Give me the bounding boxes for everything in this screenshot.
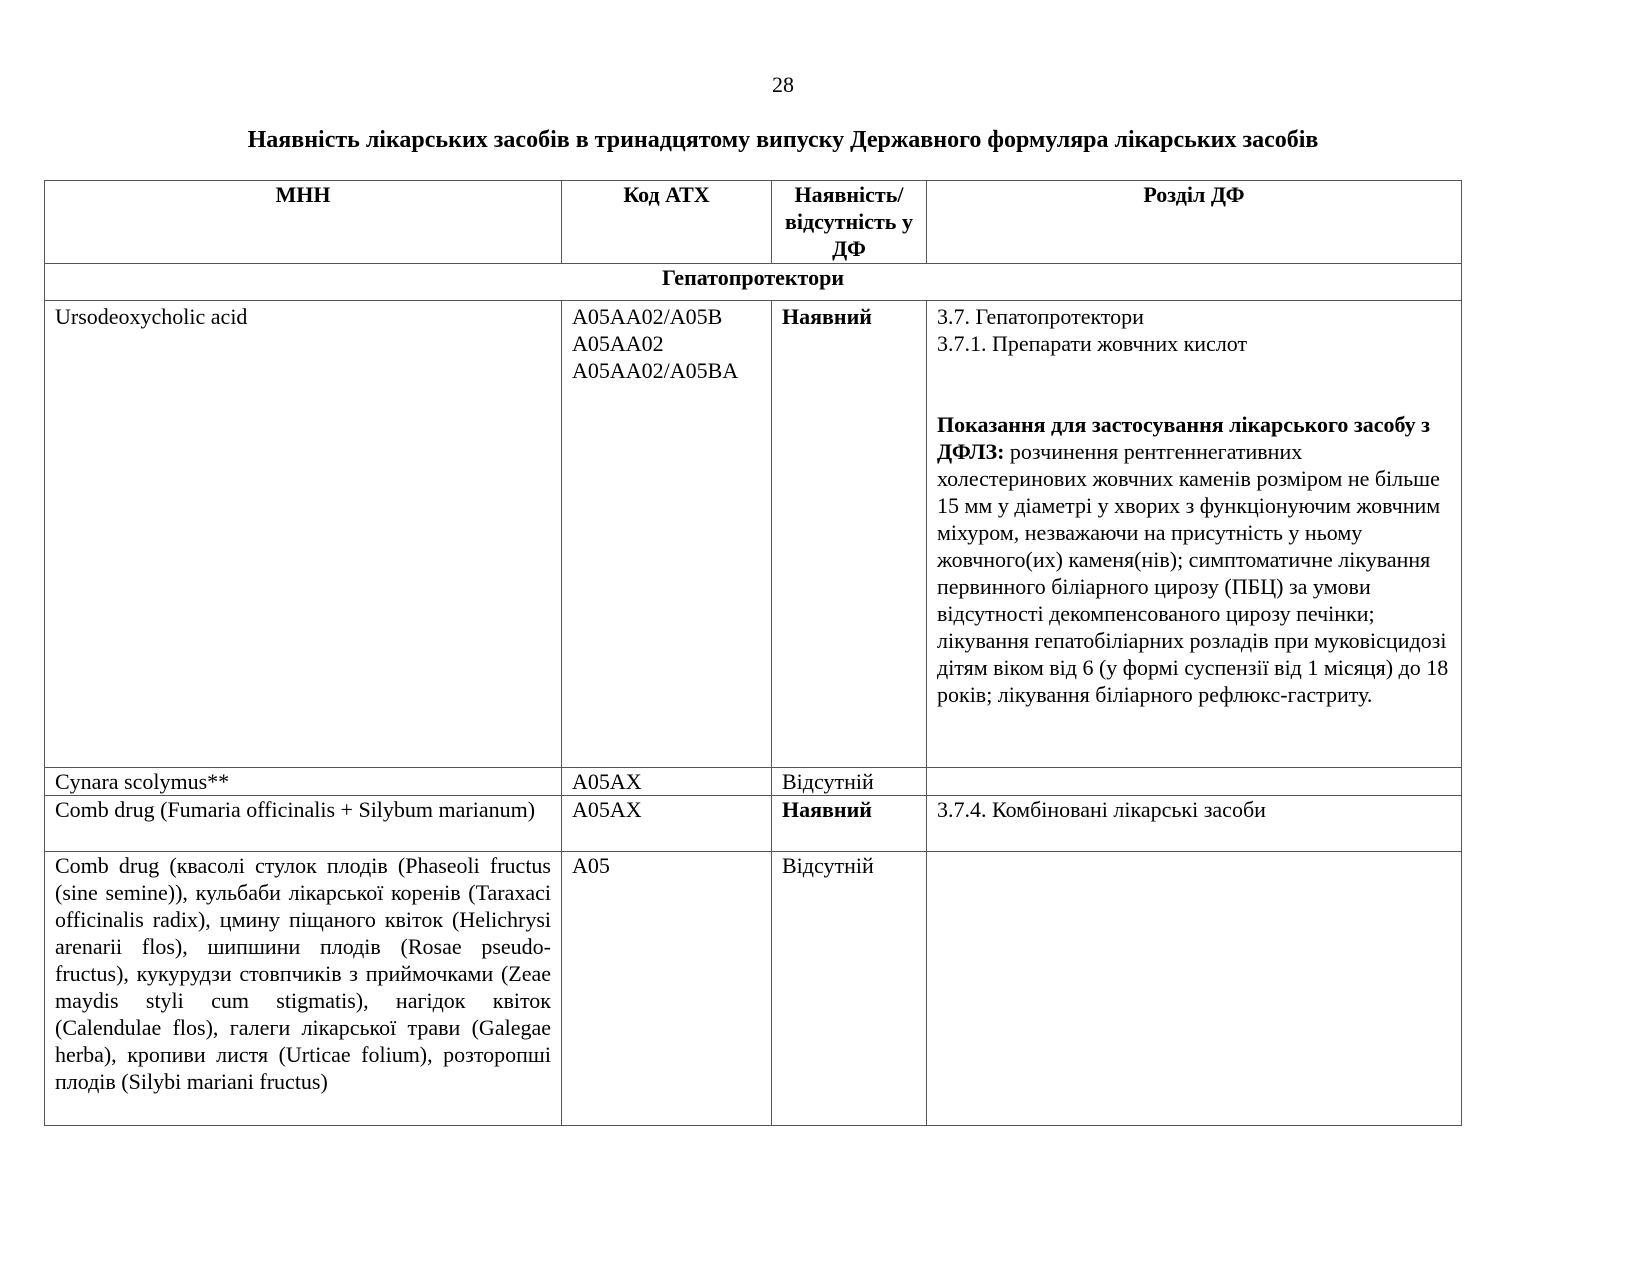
cell-atc xyxy=(562,768,772,796)
header-section: Розділ ДФ xyxy=(927,181,1462,264)
presence-status: Відсутній xyxy=(782,769,874,794)
inn-text: Cynara scolymus** xyxy=(55,769,230,794)
cell-atc xyxy=(562,301,772,768)
atc-code: A05 xyxy=(572,853,610,878)
cell-presence xyxy=(772,852,927,1126)
inn-text: Comb drug (квасолі стулок плодів (Phaseoli fructus (sine semine)), кульбаби лікарської коренів (Taraxaci officinalis radix), цмину піщаного квіток (Helichrysi arenarii flos), шипшини плодів (Rosae pseudo-fructus), кукурудзи стовпчиків з приймочками (Zeae maydis styli cum stigmatis), нагідок квіток (Calendulae flos), галеги лікарської трави (Galegae herba), кропиви листя (Urticae folium), розторопші плодів (Silybi mariani fructus) xyxy=(55,853,551,1094)
presence-status: Відсутній xyxy=(782,853,874,878)
category-label: Гепатопротектори xyxy=(45,264,1462,301)
table-row xyxy=(45,301,1462,768)
cell-section xyxy=(927,796,1462,852)
atc-code: A05AX xyxy=(572,797,642,822)
cell-presence xyxy=(772,301,927,768)
atc-code: A05AA02/A05BA xyxy=(572,358,739,383)
section-text: 3.7.4. Комбіновані лікарські засоби xyxy=(937,797,1266,822)
header-inn: МНН xyxy=(45,181,562,264)
atc-code: A05AX xyxy=(572,769,642,794)
cell-section xyxy=(927,768,1462,796)
document-title: Наявність лікарських засобів в тринадцятому випуску Державного формуляра лікарських засобів xyxy=(247,127,1319,153)
header-presence: Наявність/відсутність у ДФ xyxy=(772,181,927,264)
table-row xyxy=(45,768,1462,796)
cell-inn xyxy=(45,301,562,768)
section-line: 3.7.1. Препарати жовчних кислот xyxy=(937,331,1248,356)
inn-text: Comb drug (Fumaria officinalis + Silybum marianum) xyxy=(55,797,536,822)
table-row xyxy=(45,852,1462,1126)
presence-status: Наявний xyxy=(782,304,872,329)
cell-section xyxy=(927,301,1462,768)
category-row xyxy=(45,264,1462,301)
table-header-row xyxy=(45,181,1462,264)
cell-atc xyxy=(562,852,772,1126)
atc-code: A05AA02/A05B xyxy=(572,304,723,329)
cell-section xyxy=(927,852,1462,1126)
cell-presence xyxy=(772,768,927,796)
cell-inn xyxy=(45,796,562,852)
cell-inn xyxy=(45,852,562,1126)
indications xyxy=(937,411,1451,708)
cell-inn xyxy=(45,768,562,796)
formulary-table xyxy=(44,180,1462,1126)
section-line: 3.7. Гепатопротектори xyxy=(937,304,1144,329)
inn-text: Ursodeoxycholic acid xyxy=(55,304,248,329)
cell-presence xyxy=(772,796,927,852)
atc-code: A05AA02 xyxy=(572,331,664,356)
header-atc-code: Код АТХ xyxy=(562,181,772,264)
page-number: 28 xyxy=(772,72,794,97)
table-row xyxy=(45,796,1462,852)
indications-text: розчинення рентгеннегативних холестеринових жовчних каменів розміром не більше 15 мм у діаметрі у хворих з функціонуючим жовчним міхуром, незважаючи на присутність у ньому жовчного(их) каменя(нів); симптоматичне лікування первинного біліарного цирозу (ПБЦ) за умови відсутності декомпенсованого цирозу печінки; лікування гепатобіліарних розладів при муковісцидозі дітям віком від 6 (у формі суспензії від 1 місяця) до 18 років; лікування біліарного рефлюкс-гастриту. xyxy=(937,439,1449,707)
cell-atc xyxy=(562,796,772,852)
indications-label: Показання для застосування лікарського засобу з ДФЛЗ: xyxy=(937,412,1431,464)
presence-status: Наявний xyxy=(782,797,872,822)
